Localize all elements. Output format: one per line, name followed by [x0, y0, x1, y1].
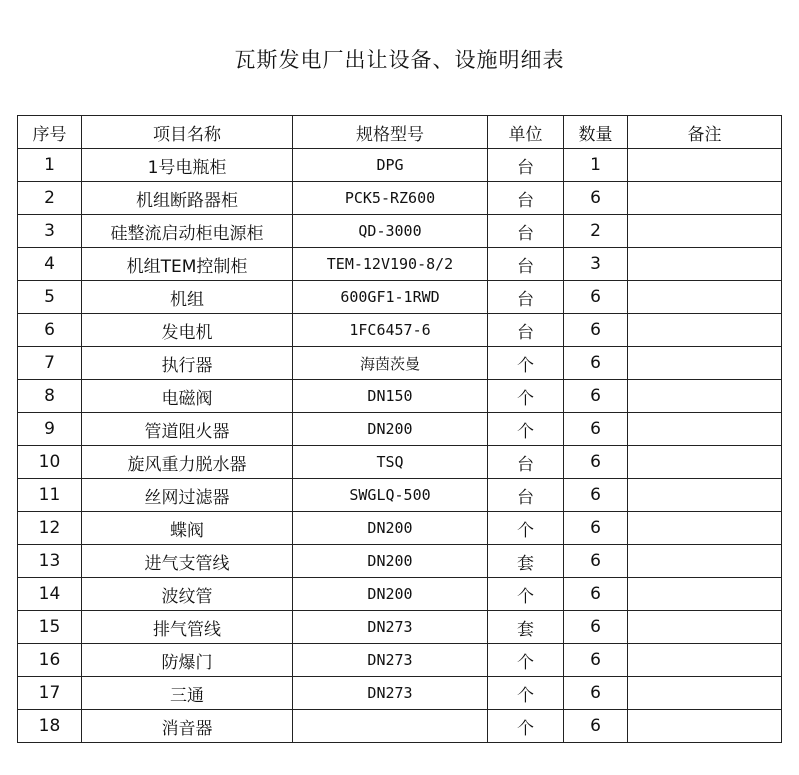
cell-quantity: 6: [564, 413, 628, 446]
cell-item-name: 机组: [82, 281, 293, 314]
cell-quantity: 6: [564, 182, 628, 215]
cell-spec-model: DN273: [293, 644, 488, 677]
cell-quantity: 6: [564, 314, 628, 347]
equipment-table: [17, 115, 782, 743]
cell-remarks: [628, 446, 782, 479]
cell-remarks: [628, 677, 782, 710]
cell-unit: 台: [488, 479, 564, 512]
cell-spec-model: DN200: [293, 512, 488, 545]
cell-quantity: 6: [564, 512, 628, 545]
table-row: [18, 182, 782, 215]
cell-spec-model: DN150: [293, 380, 488, 413]
cell-quantity: 6: [564, 281, 628, 314]
cell-unit: 台: [488, 215, 564, 248]
cell-unit: 个: [488, 578, 564, 611]
cell-remarks: [628, 413, 782, 446]
table-row: [18, 677, 782, 710]
cell-quantity: 6: [564, 677, 628, 710]
cell-index: 14: [18, 578, 82, 611]
cell-remarks: [628, 644, 782, 677]
cell-remarks: [628, 314, 782, 347]
table-row: [18, 248, 782, 281]
cell-index: 9: [18, 413, 82, 446]
cell-item-name: 管道阻火器: [82, 413, 293, 446]
table-row: [18, 446, 782, 479]
cell-remarks: [628, 281, 782, 314]
cell-unit: 套: [488, 545, 564, 578]
cell-index: 16: [18, 644, 82, 677]
cell-unit: 个: [488, 677, 564, 710]
cell-spec-model: DN273: [293, 611, 488, 644]
cell-quantity: 3: [564, 248, 628, 281]
table-body: [18, 149, 782, 743]
cell-spec-model: DN200: [293, 578, 488, 611]
table-row: [18, 512, 782, 545]
cell-index: 7: [18, 347, 82, 380]
cell-index: 1: [18, 149, 82, 182]
cell-item-name: 旋风重力脱水器: [82, 446, 293, 479]
cell-index: 11: [18, 479, 82, 512]
cell-unit: 套: [488, 611, 564, 644]
cell-spec-model: DPG: [293, 149, 488, 182]
cell-index: 8: [18, 380, 82, 413]
cell-unit: 个: [488, 512, 564, 545]
table-row: [18, 281, 782, 314]
cell-spec-model: QD-3000: [293, 215, 488, 248]
cell-remarks: [628, 347, 782, 380]
cell-index: 2: [18, 182, 82, 215]
cell-item-name: 机组断路器柜: [82, 182, 293, 215]
cell-quantity: 6: [564, 545, 628, 578]
cell-remarks: [628, 611, 782, 644]
cell-quantity: 6: [564, 644, 628, 677]
column-header-spec-model: 规格型号: [293, 116, 488, 149]
cell-quantity: 6: [564, 479, 628, 512]
cell-item-name: 1号电瓶柜: [82, 149, 293, 182]
cell-remarks: [628, 479, 782, 512]
cell-index: 18: [18, 710, 82, 743]
cell-remarks: [628, 512, 782, 545]
cell-spec-model: 600GF1-1RWD: [293, 281, 488, 314]
cell-index: 13: [18, 545, 82, 578]
cell-index: 10: [18, 446, 82, 479]
cell-index: 6: [18, 314, 82, 347]
column-header-remarks: 备注: [628, 116, 782, 149]
cell-quantity: 6: [564, 446, 628, 479]
cell-remarks: [628, 380, 782, 413]
cell-item-name: 电磁阀: [82, 380, 293, 413]
cell-unit: 个: [488, 380, 564, 413]
cell-item-name: 蝶阀: [82, 512, 293, 545]
cell-unit: 台: [488, 314, 564, 347]
column-header-index: 序号: [18, 116, 82, 149]
cell-remarks: [628, 248, 782, 281]
table-row: [18, 479, 782, 512]
cell-unit: 台: [488, 248, 564, 281]
cell-quantity: 6: [564, 710, 628, 743]
table-row: [18, 413, 782, 446]
column-header-item-name: 项目名称: [82, 116, 293, 149]
cell-quantity: 6: [564, 380, 628, 413]
cell-quantity: 6: [564, 347, 628, 380]
cell-spec-model: SWGLQ-500: [293, 479, 488, 512]
cell-spec-model: DN273: [293, 677, 488, 710]
cell-item-name: 三通: [82, 677, 293, 710]
column-header-unit: 单位: [488, 116, 564, 149]
cell-unit: 个: [488, 710, 564, 743]
cell-remarks: [628, 182, 782, 215]
cell-quantity: 6: [564, 578, 628, 611]
cell-item-name: 硅整流启动柜电源柜: [82, 215, 293, 248]
cell-item-name: 发电机: [82, 314, 293, 347]
table-row: [18, 578, 782, 611]
cell-unit: 个: [488, 644, 564, 677]
cell-item-name: 波纹管: [82, 578, 293, 611]
cell-remarks: [628, 149, 782, 182]
cell-item-name: 排气管线: [82, 611, 293, 644]
table-row: [18, 215, 782, 248]
cell-unit: 台: [488, 281, 564, 314]
cell-item-name: 防爆门: [82, 644, 293, 677]
cell-index: 3: [18, 215, 82, 248]
cell-item-name: 进气支管线: [82, 545, 293, 578]
cell-item-name: 执行器: [82, 347, 293, 380]
page-title: 瓦斯发电厂出让设备、设施明细表: [234, 48, 565, 72]
cell-unit: 个: [488, 347, 564, 380]
cell-remarks: [628, 215, 782, 248]
cell-index: 5: [18, 281, 82, 314]
cell-quantity: 6: [564, 611, 628, 644]
cell-spec-model: 海茵茨曼: [293, 347, 488, 380]
cell-item-name: 机组TEM控制柜: [82, 248, 293, 281]
table-row: [18, 545, 782, 578]
cell-quantity: 1: [564, 149, 628, 182]
table-row: [18, 149, 782, 182]
table-row: [18, 314, 782, 347]
cell-unit: 台: [488, 182, 564, 215]
table-row: [18, 347, 782, 380]
cell-spec-model: DN200: [293, 545, 488, 578]
cell-item-name: 丝网过滤器: [82, 479, 293, 512]
table-row: [18, 644, 782, 677]
cell-item-name: 消音器: [82, 710, 293, 743]
cell-index: 4: [18, 248, 82, 281]
cell-spec-model: TSQ: [293, 446, 488, 479]
cell-unit: 台: [488, 149, 564, 182]
cell-index: 15: [18, 611, 82, 644]
cell-remarks: [628, 710, 782, 743]
table-header-row: [18, 116, 782, 149]
cell-remarks: [628, 545, 782, 578]
table-row: [18, 380, 782, 413]
column-header-quantity: 数量: [564, 116, 628, 149]
cell-quantity: 2: [564, 215, 628, 248]
table-row: [18, 710, 782, 743]
cell-spec-model: DN200: [293, 413, 488, 446]
cell-spec-model: TEM-12V190-8/2: [293, 248, 488, 281]
table-row: [18, 611, 782, 644]
cell-unit: 个: [488, 413, 564, 446]
cell-spec-model: 1FC6457-6: [293, 314, 488, 347]
cell-index: 17: [18, 677, 82, 710]
cell-index: 12: [18, 512, 82, 545]
cell-remarks: [628, 578, 782, 611]
cell-spec-model: [293, 710, 488, 743]
cell-unit: 台: [488, 446, 564, 479]
cell-spec-model: PCK5-RZ600: [293, 182, 488, 215]
